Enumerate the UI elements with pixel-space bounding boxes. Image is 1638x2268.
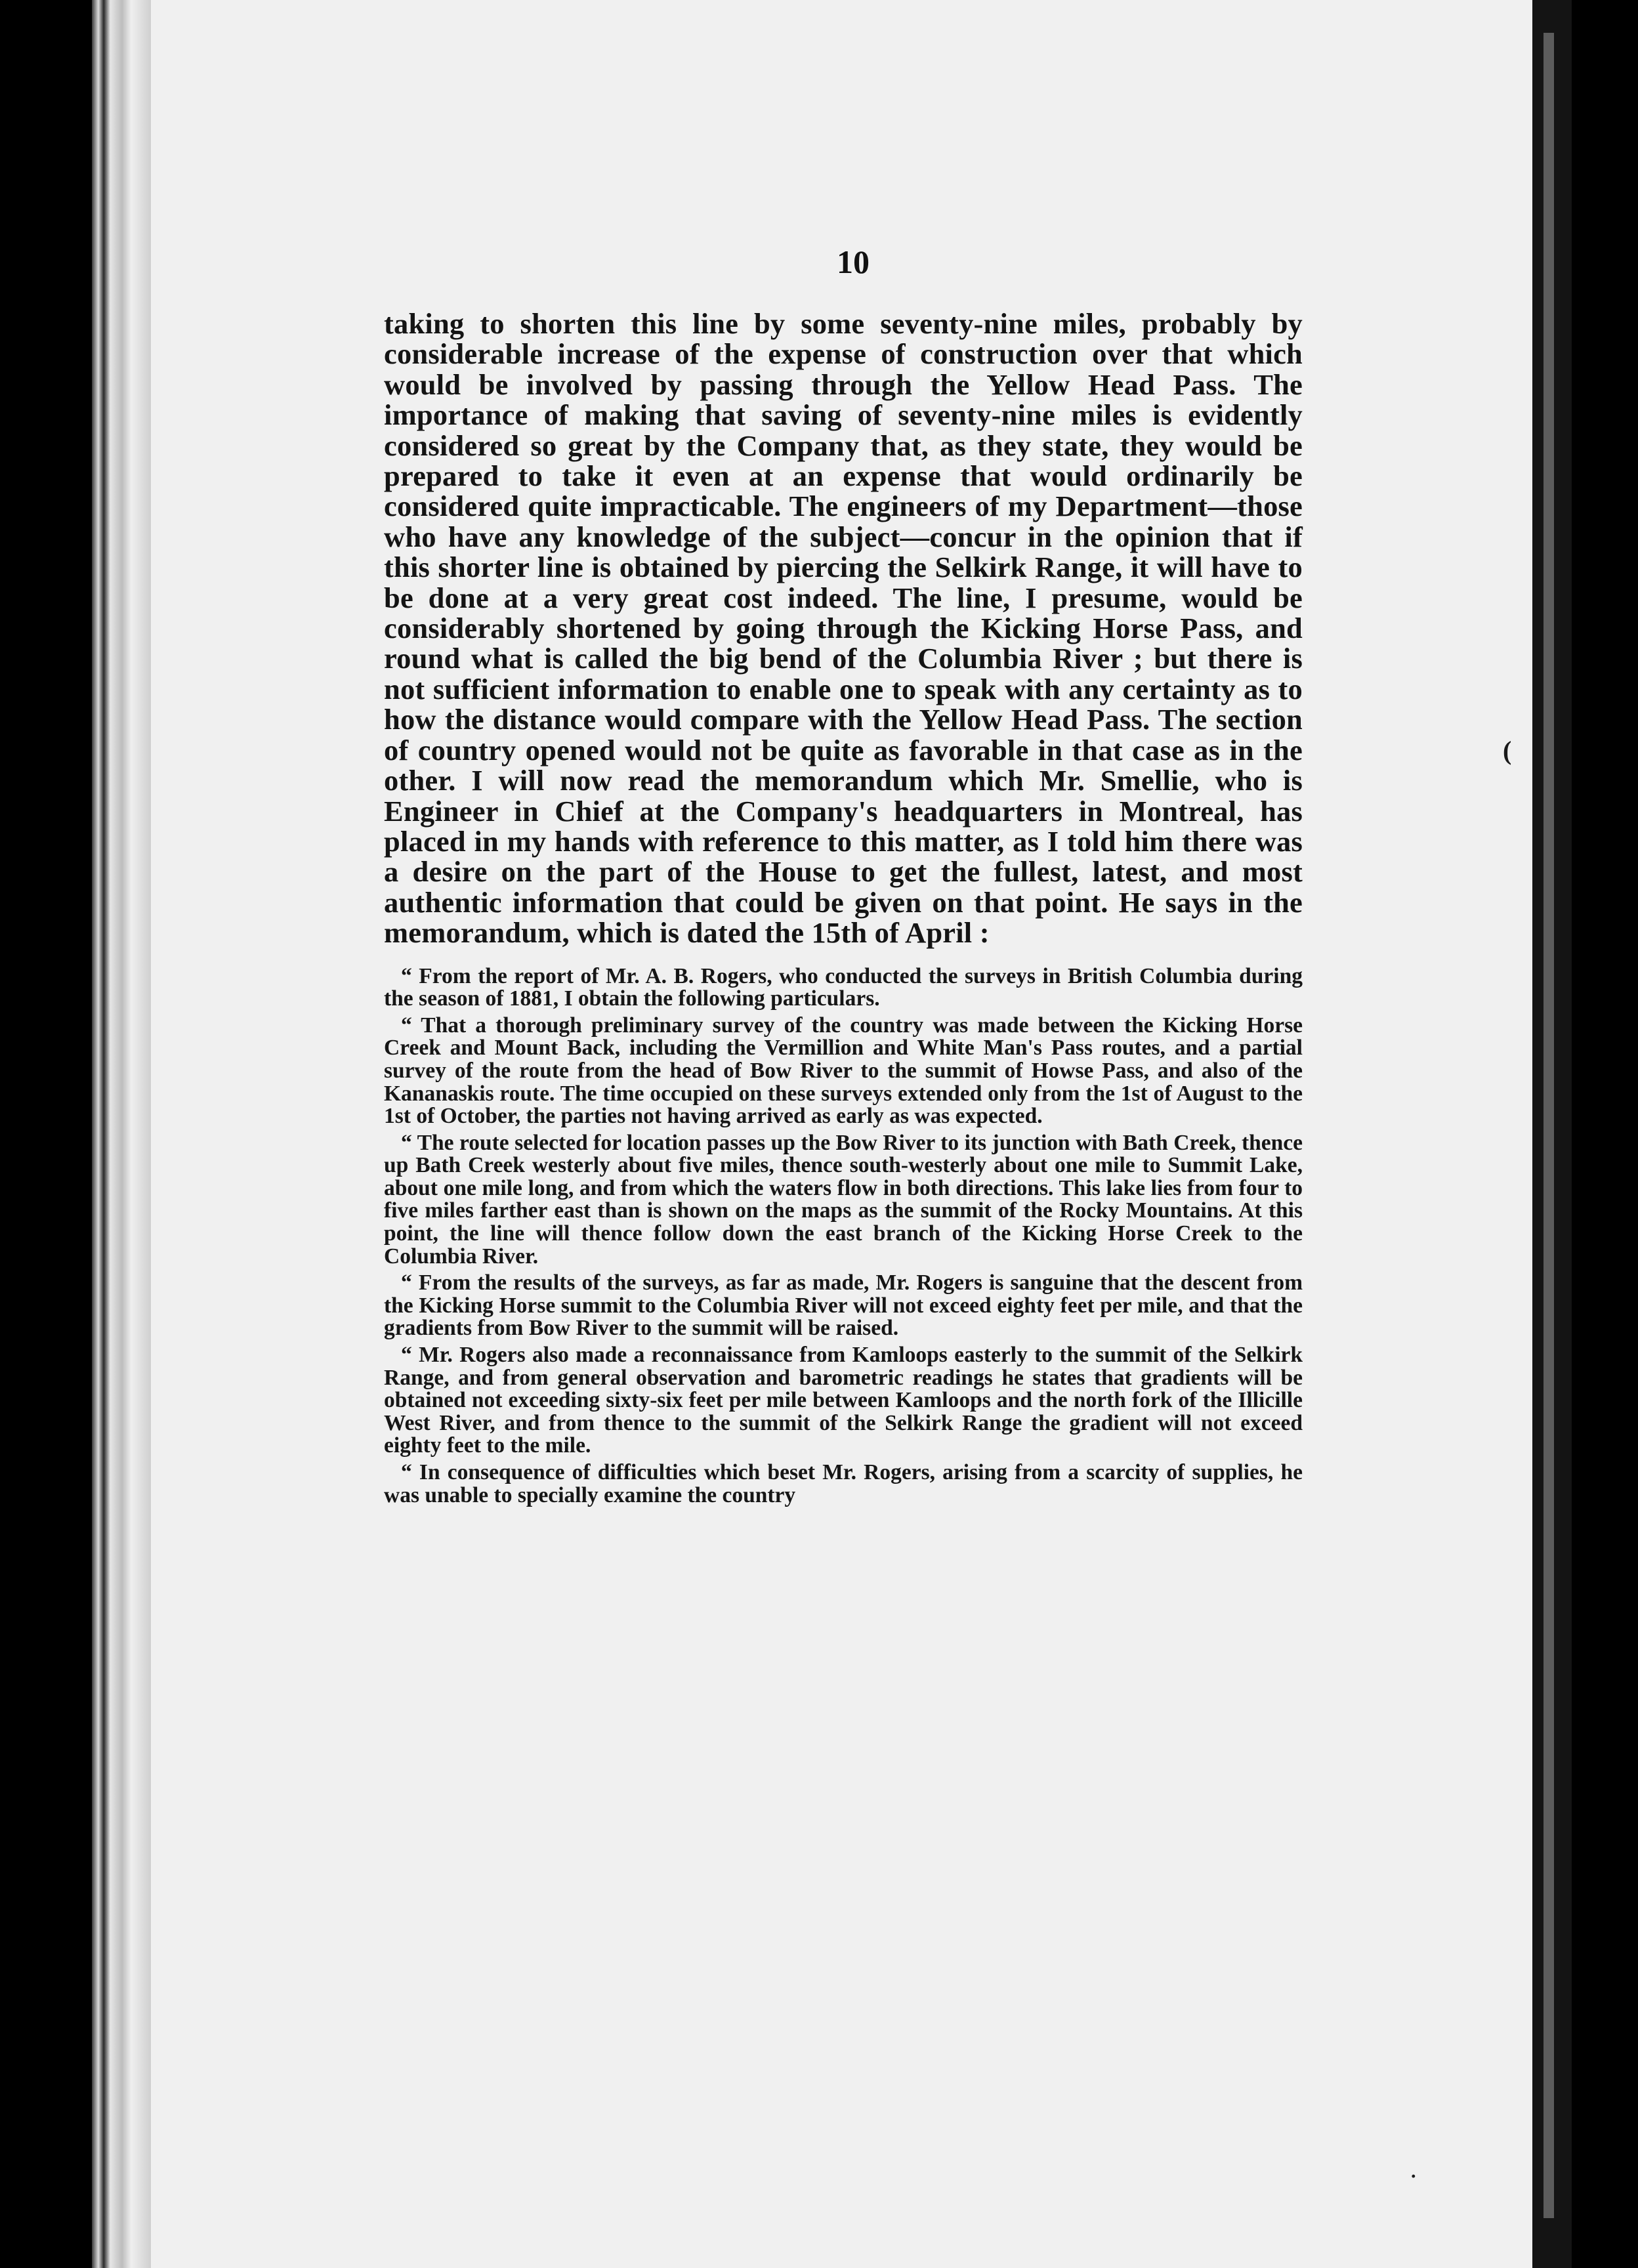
quote-paragraph: “ From the results of the surveys, as far as made, Mr. Rogers is sanguine that the descent from the Kicking Horse summit to the Columbia River will not exceed eighty feet per mile, and that the gradients from Bow River to the summit will be raised. bbox=[384, 1270, 1303, 1341]
body-text bbox=[384, 308, 1303, 1511]
spine-strip bbox=[1544, 33, 1554, 2218]
corner-blot: ∙ bbox=[1411, 2166, 1416, 2187]
margin-bracket-mark: ( bbox=[1503, 736, 1512, 765]
quote-paragraph: “ From the report of Mr. A. B. Rogers, who conducted the surveys in British Columbia during the season of 1881, I obtain the following particulars. bbox=[384, 963, 1303, 1011]
quote-paragraph: “ The route selected for location passes up the Bow River to its junction with Bath Creek, thence up Bath Creek westerly about five miles, thence south-westerly about one mile to Summit Lake, about one mile long, and from which the waters flow in both directions. This lake lies from four to five miles farther east than is shown on the maps as the summit of the Rocky Mountains. At this point, the line will thence follow down the east branch of the Kicking Horse Creek to the Columbia River. bbox=[384, 1130, 1303, 1269]
quote-paragraph: “ In consequence of difficulties which beset Mr. Rogers, arising from a scarcity of supplies, he was unable to specially examine the country bbox=[384, 1460, 1303, 1507]
page-number: 10 bbox=[837, 243, 870, 280]
quote-paragraph: “ That a thorough preliminary survey of the country was made between the Kicking Horse Creek and Mount Back, including the Vermillion and White Man's Pass routes, and a partial survey of the route from the head of Bow River to the summit of Howse Pass, and also of the Kananaskis route. The time occupied on these surveys extended only from the 1st of August to the 1st of October, the parties not having arrived as early as was expected. bbox=[384, 1013, 1303, 1129]
book-left-edge bbox=[92, 0, 151, 2268]
memorandum-quotes bbox=[384, 965, 1303, 1507]
quote-paragraph: “ Mr. Rogers also made a reconnaissance from Kamloops easterly to the summit of the Selkirk Range, and from general observation and barometric readings he states that gradients will be obtained not exceeding sixty-six feet per mile between Kamloops and the north fork of the Illicille West River, and from thence to the summit of the Selkirk Range the gradient will not exceed eighty feet to the mile. bbox=[384, 1343, 1303, 1458]
main-paragraph: taking to shorten this line by some seventy-nine miles, probably by considerable increase of the expense of construction over that which would be involved by passing through the Yellow Head Pass. The importance of making that saving of seventy-nine miles is evidently considered so great by the Company that, as they state, they would be prepared to take it even at an expense that would ordinarily be considered quite impracticable. The engineers of my Department—those who have any knowledge of the subject—concur in the opinion that if this shorter line is obtained by piercing the Selkirk Range, it will have to be done at a very great cost indeed. The line, I presume, would be considerably shortened by going through the Kicking Horse Pass, and round what is called the big bend of the Columbia River ; but there is not sufficient information to enable one to speak with any certainty as to how the distance would compare with the Yellow Head Pass. The section of country opened would not be quite as favorable in that case as in the other. I will now read the memorandum which Mr. Smellie, who is Engineer in Chief at the Company's headquarters in Montreal, has placed in my hands with reference to this matter, as I told him there was a desire on the part of the House to get the fullest, latest, and most authentic information that could be given on that point. He says in the memorandum, which is dated the 15th of April : bbox=[384, 307, 1303, 950]
